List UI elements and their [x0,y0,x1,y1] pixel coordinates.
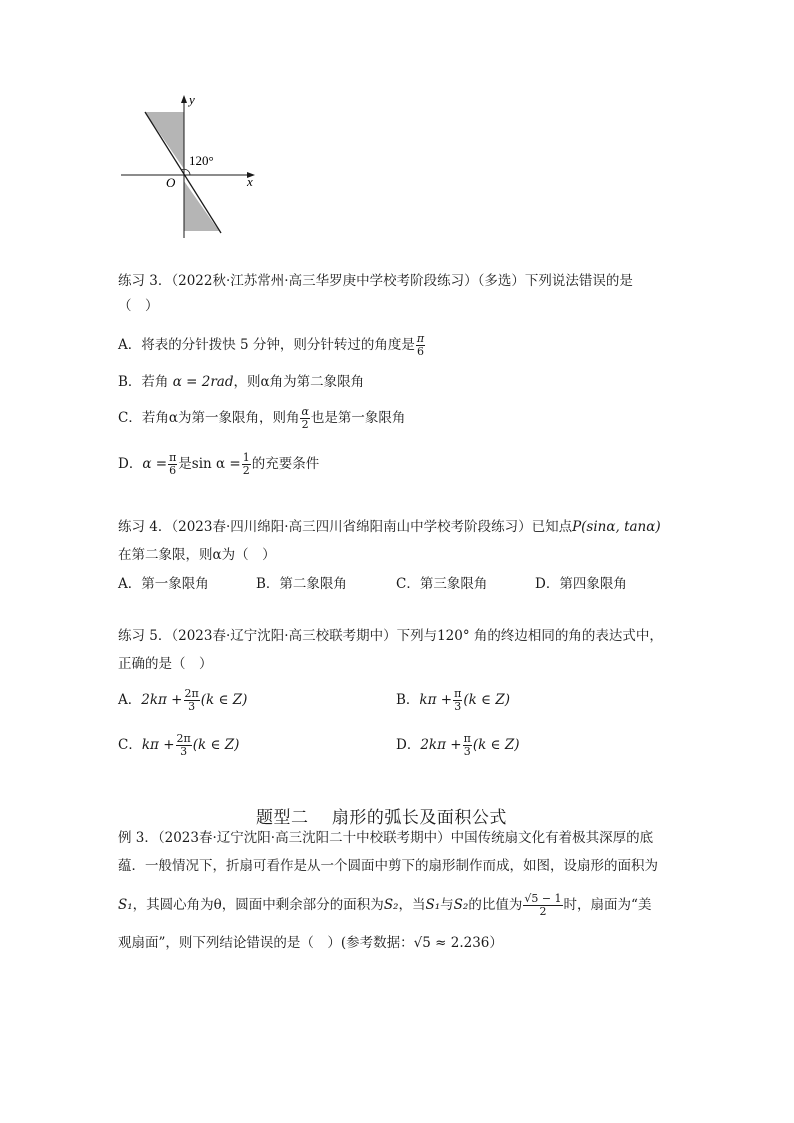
q3-option-c: C．若角α为第一象限角，则角 $\frac{\alpha}{2}$ 也是第一象限角 [118,405,406,431]
q4-option-c: C．第三象限角 [396,576,488,592]
q4-option-a: A．第一象限角 [118,576,209,592]
y-axis-arrow [181,95,187,103]
q3-c-fraction: $\frac{\alpha}{2}$ [301,405,309,431]
q5-b-fraction: $\frac{\pi}{3}$ [454,687,462,713]
q3-option-b: B．若角 α = 2rad，则α角为第二象限角 [118,374,365,390]
ex3-ratio-fraction: $\frac{√5 - 1}{2}$ [524,892,562,918]
q5-option-d: D．2kπ + $\frac{\pi}{3}$ (k ∈ Z) [396,732,520,758]
q5-option-c: C．kπ + $\frac{2\pi}{3}$ (k ∈ Z) [118,732,240,758]
x-axis-label: x [247,174,253,189]
q3-d-fraction-2: $\frac{1}{2}$ [242,451,250,477]
ex3-line4: 观扇面”，则下列结论错误的是（ ）(参考数据：√5 ≈ 2.236） [118,935,503,951]
q4-option-b: B．第二象限角 [256,576,347,592]
q5-c-fraction: $\frac{2\pi}{3}$ [176,732,191,758]
q4-line2: 在第二象限，则α为（ ） [118,547,276,563]
q3-d-fraction-1: $\frac{\pi}{6}$ [169,451,177,477]
q3-option-a [118,333,426,358]
q5-a-fraction: $\frac{2\pi}{3}$ [184,687,199,713]
q3-paren: （ ） [118,298,159,314]
q4-title: 练习 4．（2023春·四川绵阳·高三四川省绵阳南山中学校考阶段练习）已知点P(sinα, tanα) [118,519,661,535]
q3-a-fraction: $\frac{\pi}{6}$ [416,332,425,358]
q4-option-d: D．第四象限角 [535,576,627,592]
angle-label: 120° [189,153,214,168]
q5-option-a: A．2kπ + $\frac{2\pi}{3}$ (k ∈ Z) [118,687,248,713]
ex3-line3: S₁，其圆心角为θ，圆面中剩余部分的面积为S₂，当S₁与S₂的比值为 $\frac{√5 - 1}{2}$ 时，扇面为“美 [118,892,652,918]
q5-line2: 正确的是（ ） [118,656,213,672]
ex3-line2: 蕴．一般情况下，折扇可看作是从一个圆面中剪下的扇形制作而成，如图，设扇形的面积为 [118,858,658,874]
angle-figure [115,90,265,245]
y-axis-label: y [189,92,195,107]
q4-point: P(sinα, tanα) [572,519,661,535]
q3-option-d: D．α = $\frac{\pi}{6}$ 是sin α = $\frac{1}{2}$ 的充要条件 [118,451,320,477]
origin-label: O [166,175,176,190]
shaded-region-lower [184,181,219,231]
q3-title: 练习 3．（2022秋·江苏常州·高三华罗庚中学校考阶段练习）（多选）下列说法错误的是 [118,273,633,289]
section-heading: 题型二 扇形的弧长及面积公式 [256,808,507,828]
q5-title: 练习 5．（2023春·辽宁沈阳·高三校联考期中）下列与120° 角的终边相同的角的表达式中， [118,628,663,644]
q5-option-b: B．kπ + $\frac{\pi}{3}$ (k ∈ Z) [396,687,510,713]
q3-a-text: A．将表的分针拨快 5 分钟，则分针转过的角度是 [118,337,415,353]
ex3-line1: 例 3．（2023春·辽宁沈阳·高三沈阳二十中校联考期中）中国传统扇文化有着极其深厚的底 [118,830,654,846]
q5-d-fraction: $\frac{\pi}{3}$ [463,732,471,758]
